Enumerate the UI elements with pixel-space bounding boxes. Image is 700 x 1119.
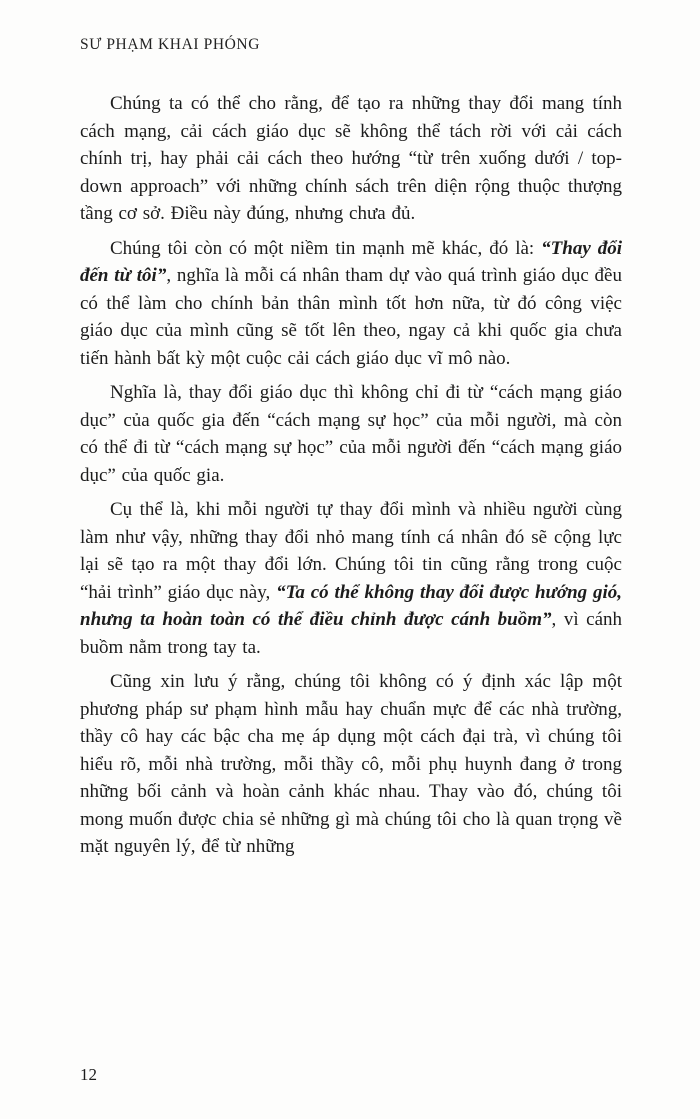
text-segment: Cụ thể là, khi mỗi người tự thay đổi mình và nhiều người cùng làm như vậy, những thay đổi nhỏ mang tính cá nhân đó sẽ cộng lực lại sẽ tạo ra một thay đổi lớn. Chúng tôi tin cũng rằng trong cuộc “hải trình” giáo dục này, xyxy=(80,499,622,603)
text-segment: Chúng tôi còn có một niềm tin mạnh mẽ khác, đó là: xyxy=(110,237,542,259)
paragraph xyxy=(80,235,622,373)
page-body xyxy=(80,90,622,861)
paragraph xyxy=(80,496,622,661)
text-segment: , nghĩa là mỗi cá nhân tham dự vào quá trình giáo dục đều có thể làm cho chính bản thân mình tốt hơn nữa, từ đó công việc giáo dục của mình cũng sẽ tốt lên theo, ngay cả khi quốc gia chưa tiến hành bất kỳ một cuộc cải cách giáo dục vĩ mô nào. xyxy=(80,265,622,369)
page-number: 12 xyxy=(80,1065,97,1084)
emphasized-text: “Thay đổi đến từ tôi” xyxy=(80,237,623,286)
text-segment: , vì cánh buồm nằm trong tay ta. xyxy=(80,609,622,658)
text-segment: Cũng xin lưu ý rằng, chúng tôi không có ý định xác lập một phương pháp sư phạm hình mẫu hay chuẩn mực để các nhà trường, thầy cô hay các bậc cha mẹ áp dụng một cách đại trà, vì chúng tôi hiểu rõ, mỗi nhà trường, mỗi thầy cô, mỗi phụ huynh đang ở trong những bối cảnh và hoàn cảnh khác nhau. Thay vào đó, chúng tôi mong muốn được chia sẻ những gì mà chúng tôi cho là quan trọng về mặt nguyên lý, để từ những xyxy=(80,671,622,857)
paragraph xyxy=(80,379,622,489)
text-segment: Chúng ta có thể cho rằng, để tạo ra những thay đổi mang tính cách mạng, cải cách giáo dục sẽ không thể tách rời với cải cách chính trị, hay phải cải cách theo hướng “từ trên xuống dưới / top-down approach” với những chính sách trên diện rộng thuộc thượng tầng cơ sở. Điều này đúng, nhưng chưa đủ. xyxy=(80,93,622,224)
paragraph xyxy=(80,90,622,228)
paragraph xyxy=(80,668,622,861)
text-segment: Nghĩa là, thay đổi giáo dục thì không chỉ đi từ “cách mạng giáo dục” của quốc gia đến “cách mạng sự học” của mỗi người, mà còn có thể đi từ “cách mạng sự học” của mỗi người đến “cách mạng giáo dục” của quốc gia. xyxy=(80,382,622,486)
emphasized-text: “Ta có thể không thay đổi được hướng gió, nhưng ta hoàn toàn có thể điều chỉnh được cánh buồm” xyxy=(80,581,622,630)
running-head: SƯ PHẠM KHAI PHÓNG xyxy=(80,36,260,53)
